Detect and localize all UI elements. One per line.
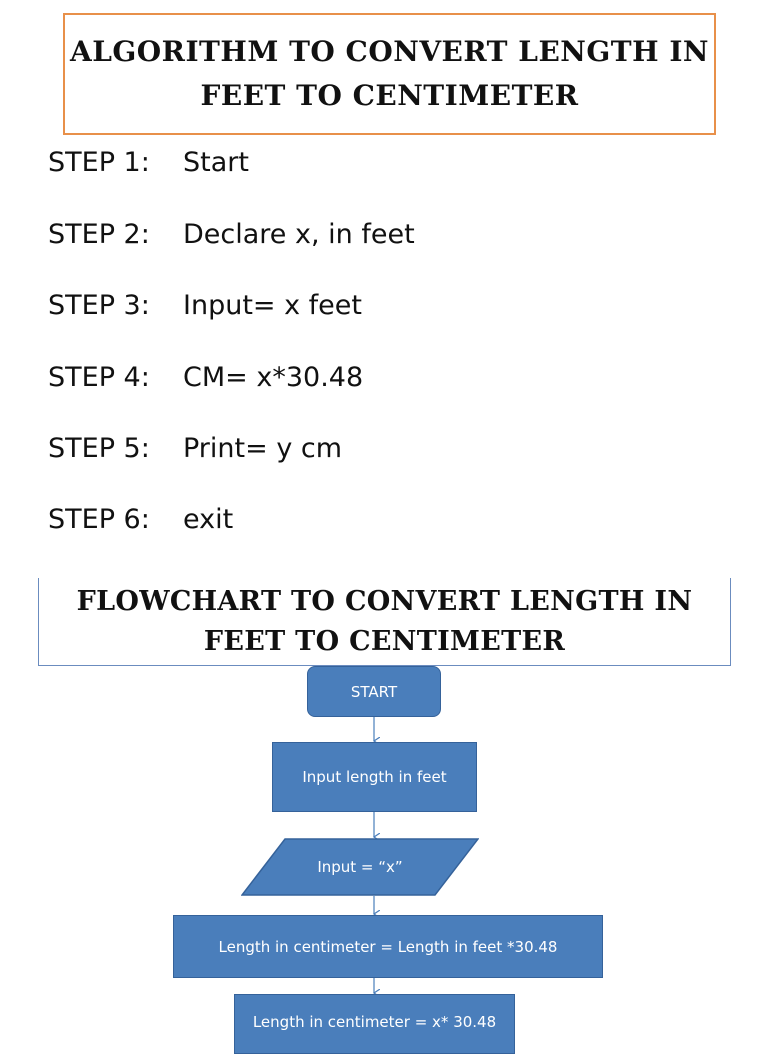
flowchart-compute-node: Length in centimeter = Length in feet *30.48 (173, 915, 603, 978)
step-3-label: STEP 3: (48, 289, 150, 321)
flowchart-start-node: START (307, 666, 441, 717)
flowchart-input-x-label: Input = “x” (317, 858, 403, 876)
step-3-text: Input= x feet (183, 289, 362, 321)
step-2-text: Declare x, in feet (183, 218, 415, 250)
flowchart-last-node: Length in centimeter = x* 30.48 (234, 994, 515, 1054)
step-4-text: CM= x*30.48 (183, 361, 364, 393)
algorithm-title: ALGORITHM TO CONVERT LENGTH IN FEET TO CENTIMETER (69, 35, 710, 112)
step-2-label: STEP 2: (48, 218, 150, 250)
step-4-label: STEP 4: (48, 361, 150, 393)
step-1-label: STEP 1: (48, 146, 150, 178)
flowchart-input-x-node (241, 838, 479, 896)
flowchart-title: FLOWCHART TO CONVERT LENGTH IN FEET TO CENTIMETER (76, 585, 693, 657)
step-5-text: Print= y cm (183, 432, 343, 464)
step-5-label: STEP 5: (48, 432, 150, 464)
step-1-text: Start (183, 146, 249, 178)
step-6-label: STEP 6: (48, 503, 150, 535)
flowchart-input-length-node: Input length in feet (272, 742, 477, 812)
step-6-text: exit (183, 503, 234, 535)
